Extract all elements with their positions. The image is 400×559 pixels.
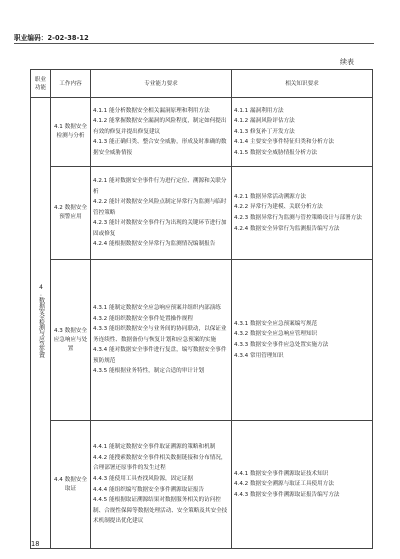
header-knowledge: 相关知识要求: [232, 70, 373, 98]
ability-cell: [91, 98, 232, 167]
work-cell: 4.4 数据安全取证: [51, 421, 91, 549]
ability-item: 4.3.3 能组织数据安全与业务间的协同联动，以保证业务连续性、数据备份与恢复计划和应急预案的实施: [93, 326, 227, 343]
ability-item: 4.3.2 能组织数据安全事件处置操作规程: [93, 315, 193, 322]
table-row: [31, 167, 373, 260]
knowledge-item: 4.1.1 漏洞利用方法: [234, 107, 284, 114]
ability-item: 4.1.3 能正确归类、整合安全威胁，形成及时准确的数据安全威胁情报: [93, 139, 227, 156]
knowledge-item: 4.2.2 异常行为建模、关联分析方法: [234, 204, 323, 211]
table-header-row: [31, 70, 373, 98]
function-label: 4.数据安全检测与应急处置: [37, 283, 45, 358]
ability-item: 4.2.2 能针对数据安全风险点制定异常行为监测与临时管控策略: [93, 199, 227, 216]
ability-item: 4.4.3 能使用工具查找风险源，固定证据: [93, 475, 193, 482]
ability-item: 4.4.4 能组织编写数据安全事件溯源取证报告: [93, 486, 205, 493]
knowledge-item: 4.1.5 数据安全威胁情报分析方法: [234, 149, 318, 156]
header-function: 职业功能: [31, 70, 51, 98]
requirements-table: [30, 69, 373, 549]
ability-item: 4.3.5 能根据业务特性，制定合适的审计计划: [93, 368, 205, 375]
work-cell: 4.3 数据安全应急响应与处置: [51, 260, 91, 421]
knowledge-item: 4.2.1 数据异常活动溯源方法: [234, 193, 306, 200]
knowledge-item: 4.3.2 数据安全应急响应管理知识: [234, 331, 318, 338]
knowledge-item: 4.3.1 数据安全应急预案编写规范: [234, 320, 318, 327]
knowledge-item: 4.2.4 数据安全异常行为监测报告编写方法: [234, 225, 340, 232]
table-row: [31, 421, 373, 549]
knowledge-item: 4.4.2 数据安全溯源与取证工具使用方法: [234, 481, 334, 488]
ability-cell: [91, 421, 232, 549]
knowledge-item: 4.2.3 数据异常行为监测与管控策略设计与部署方法: [234, 215, 362, 221]
occupation-code: 职业编码：2-02-38-12: [14, 34, 89, 42]
header-divider: [14, 43, 374, 44]
ability-cell: [91, 167, 232, 260]
work-cell: 4.1 数据安全检测与分析: [51, 98, 91, 167]
page-number: 18: [31, 540, 40, 548]
ability-cell: [91, 260, 232, 421]
ability-item: 4.2.4 能根据数据安全异常行为监测情况编制报告: [93, 241, 216, 248]
knowledge-item: 4.1.2 漏洞风险评估方法: [234, 118, 295, 125]
ability-item: 4.1.1 能分析数据安全相关漏洞原理和利用方法: [93, 107, 210, 114]
ability-item: 4.4.5 能根据取证溯源结果对数据服务相关的访问控制、合规性保障等数据处理活动、安全策略及其安全技术机制提出优化建议: [93, 497, 228, 525]
knowledge-cell: [232, 260, 373, 421]
table-row: [31, 98, 373, 167]
ability-item: 4.2.3 能针对数据安全事件行为出现的关键环节进行加固或修复: [93, 220, 227, 237]
ability-item: 4.3.1 能制定数据安全应急响应预案并组织内部演练: [93, 304, 221, 311]
continued-label: 续表: [340, 58, 354, 66]
ability-item: 4.4.1 能制定数据安全事件取证溯源的策略和机制: [93, 444, 216, 451]
knowledge-item: 4.1.4 主要安全事件特征归类和分析方法: [234, 139, 334, 146]
knowledge-item: 4.3.4 常用管理知识: [234, 352, 284, 359]
knowledge-cell: [232, 421, 373, 549]
ability-item: 4.2.1 能对数据安全事件行为进行定位、溯源和关联分析: [93, 177, 227, 195]
knowledge-item: 4.1.3 修复补丁开发方法: [234, 128, 295, 135]
table-row: [31, 260, 373, 421]
knowledge-item: 4.4.1 数据安全事件溯源取证技术知识: [234, 470, 329, 477]
header-ability: 专业能力要求: [91, 70, 232, 98]
header-work: 工作内容: [51, 70, 91, 98]
knowledge-item: 4.4.3 数据安全事件溯源取证报告编写方法: [234, 491, 340, 498]
ability-item: 4.1.2 能掌握数据安全漏洞的风险程度，制定如何提出有效的修复并提出修复建议: [93, 118, 227, 135]
function-cell: [31, 98, 51, 549]
work-cell: 4.2 数据安全预警应用: [51, 167, 91, 260]
knowledge-item: 4.3.3 数据安全事件应急处置实施方法: [234, 342, 329, 348]
ability-item: 4.4.2 能搜索数据安全事件相关数据链接和分布情况，合理部署还原事件的发生过程: [93, 454, 227, 472]
ability-item: 4.3.4 能对数据安全事件进行复盘，编写数据安全事件预防规范: [93, 347, 227, 364]
knowledge-cell: [232, 98, 373, 167]
knowledge-cell: [232, 167, 373, 260]
